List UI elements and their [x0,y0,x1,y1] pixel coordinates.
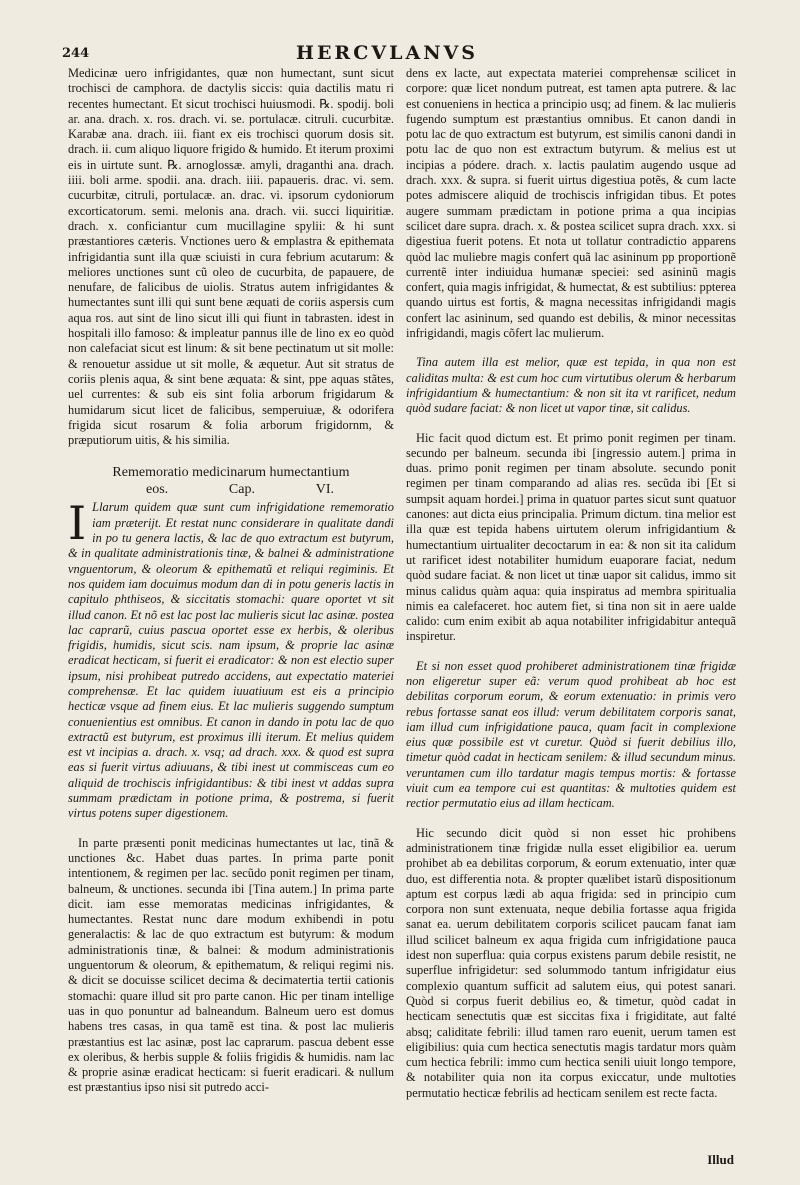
paragraph-italic [68,496,394,821]
paragraph: Hic secundo dicit quòd si non esset hic prohibens administrationem tinæ frigidæ nulla esset eligibilior ea. uerum prohibet ab ea debilitas corporum, & eorum extenuatio, inter quæ duo, est differentia nota. & propter quælibet istarũ dispositionum aptum est corpus lædi ab aqua frigida: sed in principio cum corpora non sunt extenuata, neque debilia fortasse aqua frigida sanat ea. uerum debilitatem corporis scilicet paucam fanat iam illud scilicet balneum ex aqua frigida cum infrigidatione pauca idest non superflua: quia corpus existens parum debile resistit, ne superflue infrigidetur: sed solummodo tantum infrigidatur eius complexio quantum sufficit ad salutem eius, qui potest sanari. Quòd si corpus fuerit debilius eo, & timetur, quòd cadat in hecticam senectutis quæ est siccitas fixa i frigiditate, aut falté absq; caliditate febrili: illud tamen raro euenit, uerum tamen est eligibilius: quia cum hectica senectutis magis tardatur mors quàm cum hectica febrili: immo cum hectica senili uiuit longo tempore, & notabiliter quia non ita corpus exiccatur, unde multoties permutatio hecticæ febrilis ad hecticam senilem est recte facta. [406,825,736,1100]
page-number: 244 [62,46,90,61]
running-title: HERCVLANVS [296,42,479,64]
catchword: Illud [707,1152,734,1167]
chapter-heading [68,464,394,498]
paragraph-italic: Et si non esset quod prohiberet administrationem tinæ frigidæ non eligeretur super eã: verum quod prohibeat ab hoc est debilitas corporum eorum, & eorum extenuatio: in primis vero rebus fortasse sanat eos illud: verum debilitatem corporis sanat, iam illud cum infrigidatione pauca, quam facit in complexione eius quæ possibile est vt curetur. Quòd si fuerit debilius illo, timetur quòd cadat in hecticam senilem: & illud secundum minus. veruntamen cum illo tardatur magis tempus mortis: & fortasse viuit cum ea tempore cui est quantitas: & multoties quidem est rectior permutatio eius ad illam hecticam. [406,658,736,811]
paragraph: Medicinæ uero infrigidantes, quæ non humectant, sunt sicut trochisci de camphora. de dactylis siccis: quia dactilis matu ri recentes humectant. Et sicut trochisci huiusmodi. ℞. spodij. boli ar. ana. drach. x. ros. drach. vi. se. portulacæ. citruli. cucurbitæ. Karabæ ana. drach. iii. fiant ex eis trochisci quorum dosis sit. drach. ii. cum aliquo liquore frigido & humido. Et iterum proximi eis in uirtute sunt. ℞. arnoglossæ. amyli, draganthi ana. drach. iiii. boli arme. spodii. ana. drach. iiii. papaueris. drac. vi. sem. cucurbitæ, citruli, portulacæ. an. drac. vi. ipsorum cydoniorum excorticatorum. semi. melonis ana. drach. vii. succi liquiritiæ. drach. x. conficiantur cum mucillagine spylii: & hi sunt præstantiores cæteris. Vnctiones uero & emplastra & epithemata infrigidantia sunt illa quæ sciuisti in cura febrium acutarum: & meliores unctiones sunt cũ oleo de cucurbita, de papauere, de nenufare, de falicibus de uiolis. Stratus autem infrigidantes & humectantes sunt illi qui sunt bene æquati de coriis aspersis cum aqua ros. aut sint de lino sicut illi qui fiunt in tabrasten. idest in hospitali illo famoso: & impleatur pannus ille de lino ex eo quòd non calefaciat sicut est linum: & sit bene pectinatum ut sit molle: & renouetur assidue ut sit molle, & æquetur. Aut sit stratus de coriis plenis aqua, & sint bene æquata: & sint, ppe aquas stãtes, uel currentes: & sub eis sint folia arborum frigidarum & humidarum sicut licet de falicibus, semperuiuæ, & odorifera frigida sicut rosarum & folia arborum frigidornm, & præputiorum uitis, & his similia. [68,66,394,448]
drop-capital: I [68,496,87,551]
paragraph: In parte præsenti ponit medicinas humectantes ut lac, tinã & unctiones &c. Habet duas partes. In prima parte ponit intentionem, & regimen per lac. secũdo ponit regimen per tinam, balneum, & unctiones. secunda ibi [Tina autem.] In prima parte dicit. iam esse memoratas medicinas infrigidantes, & humectantes. Restat nunc dare modum exhibendi in potu generalactis: & lac de quo extractum est butyrum: & modum administrationis tinæ, & balnei: & modum administrationis unguentorum & oleorum, & epithematum, & reliqui regimi nis. & dicit se docuisse scilicet decima & decimatertia tertii cationis stomachi: quare illud sit pro parte canon. Hic per tinam intellige uas in quo ponuntur ad balneandum. Balneum uero est domus habens tres casas, in qua tamẽ est tina. & post lac mulieris præstantius est lac asinæ, post lac caprarum. pascua debent esse ex oleribus, & herbis supple & foliis frigidis & humidis. nam lac & proprie asinæ eradicat hecticam: si fuerit eradicari. & nullum est præstantius ipso nisi sit putredo acci- [68,835,394,1095]
chapter-cap-label: Cap. [228,482,255,498]
paragraph: Hic facit quod dictum est. Et primo ponit regimen per tinam. secundo per balneum. secunda ibi [ingressio autem.] prima in duas. primo ponit regimen per tinam absolute. secundo ponit regimen per tinam comparando ad alias res. secũda ibi [Et si sumpsit aquam hordei.] prima in quatuor partes sicut sunt quatuor canones: aut dicta eius principalia. Primum dictum. tina melior est illa quæ est tepida habens uirtutem olerum infrigidantium & humectantium uirtualiter decoctarum in ea: & non sit ita calidum ut rarificet idest notabiliter humidum euaporare faciat, nedum quòd sudare faciat. & non licet ut tinæ uapor sit calidus, immo sit minus calidus quàm aqua: quia inspiratus ad membra spiritualia nimis ea calefaceret. hoc autem fiet, si tina non sit in aere ualde calido: cum enim exibit ab aqua notabiliter infrigidabitur antequã inspiretur. [406,430,736,644]
chapter-title: Rememoratio medicinarum humectantium [112,465,350,481]
paragraph: dens ex lacte, aut expectata materiei comprehensæ scilicet in corpore: quæ licet nondum putreat, est tamen apta putrere. & lac est conueniens in hectica a principio usq; ad finem. & lac mulieris fugendo sumptum est præstantius omnibus. Et canon dandi in potu lac de quo extractum est butyrum, est similis canoni dandi in potu lac de quo non est extractum butyrum. & melius est ut incipias a pódere. drach. x. lactis paulatim augendo usque ad drach. xxx. & supra. si fuerit uirtus digestiua potẽs, & cum lacte potes admiscere aliquid de trochiscis infrigidan tibus. Et potes augere summam prædictam in potione prima a qua incipias scilicet dare supra. drach. x. & postea scilicet supra drach. xxx. si digestiua fuerit potens. Et nota ut tollatur contradictio apparens quòd lac muliebre magis confert quã lac asininum pp proportionẽ currentẽ inter indiuidua humanæ speciei: sed asininũ magis confert, quia magis infrigidat, & humectat, & est subtilius: ppterea quando uirtus est fortis, & magna necessitas infrigidandi magis confert lac asininum, sed quando est debilis, & minor necessitas infrigidandi, magis cõfert lac mulierum. [406,66,736,341]
left-column [68,66,394,1096]
right-column [406,66,736,1101]
chapter-number: VI. [315,482,334,498]
paragraph-text: Llarum quidem quæ sunt cum infrigidatione rememoratio iam præterijt. Et restat nunc considerare in qualitate dandi in po tu genera lactis, & lac de quo extractum est butyrum, & in qualitate administrationis tinæ, & balnei & administratione vnguentorum, & oleorum & epithematũ et reliqui regiminis. Et nos quidem iam docuimus modum dan di in potu generis lactis in capitulo phthiseos, & siccitatis stomachi: quare oportet vt sit illud canon. Et nõ est lac post lac mulieris sicut lac asinæ. postea lac caprarũ, cuius pascua oportet esse ex herbis, & oleribus frigidis, humidis, sicut scis. nam ipsum, & proprie lac asinæ eradicat hecticam, si fuerit ei eradicator: & non est electio super ipsum, nisi prohibeat putredo accidens, aut expectatio materiei comprehensæ. Et lac quidem iuuatiuum est eis a principio hecticæ vsque ad finem eius. Et lac mulieris suggendo sumptum conuenientius est omnibus. Et canon in dando in potu lac de quo extractũ est butyrum, est proximus illi iterum. Et melius quidem est vt incipias a. drach. x. vsq; ad drach. xxx. & quod est supra eas si fuerit virtus adiuuans, & tibi inest ut commisceas cum eo aliquid de trochiscis infrigidantibus: & tibi inest vt addas supra summam prædictam in potione prima, & postrema, si fuerit virtus potens super digestionem. [68,500,394,821]
paragraph-italic: Tina autem illa est melior, quæ est tepida, in qua non est caliditas multa: & est cum hoc cum virtutibus olerum & herbarum infrigidantium & humectantium: & non sit ita vt rarificet, nedum quòd sudare faciat: & non licet ut vapor tinæ, sit calidus. [406,355,736,416]
chapter-eos: eos. [146,482,169,498]
